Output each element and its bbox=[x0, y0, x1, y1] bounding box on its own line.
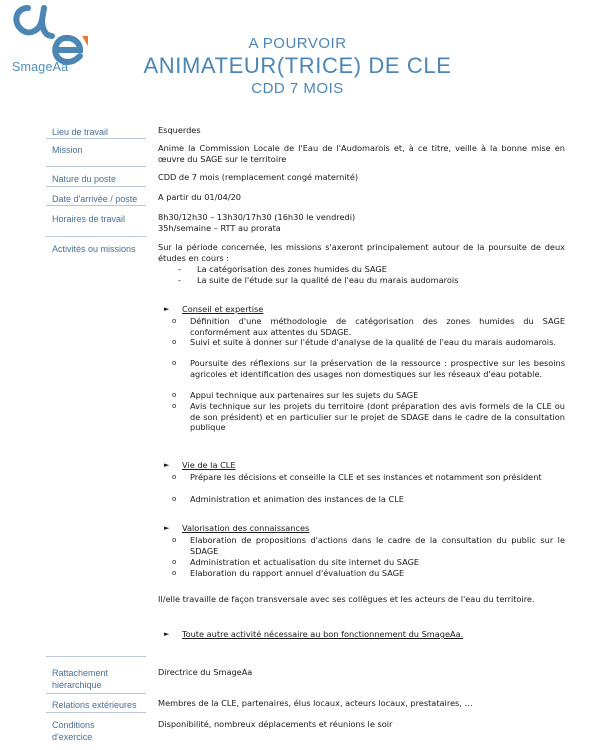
divider bbox=[46, 712, 146, 713]
divider bbox=[46, 236, 146, 237]
label-relations: Relations extérieures bbox=[52, 700, 137, 710]
circle-bullet-icon: o bbox=[172, 338, 177, 346]
section-item: Suivi et suite à donner sur l'étude d'analyse de la qualité de l'eau du marais audomarois. bbox=[190, 337, 556, 347]
arrow-bullet-icon: ► bbox=[164, 524, 170, 532]
dash-marker: - bbox=[178, 275, 181, 285]
arrow-bullet-icon: ► bbox=[164, 461, 170, 469]
section-item: Administration et actualisation du site internet du SAGE bbox=[190, 557, 420, 567]
circle-bullet-icon: o bbox=[172, 402, 177, 410]
value-nature: CDD de 7 mois (remplacement congé maternité) bbox=[158, 172, 359, 182]
circle-bullet-icon: o bbox=[172, 391, 177, 399]
value-lieu: Esquerdes bbox=[158, 125, 201, 135]
circle-bullet-icon: o bbox=[172, 359, 177, 367]
divider bbox=[46, 693, 146, 694]
value-horaires-2: 35h/semaine – RTT au prorata bbox=[158, 223, 281, 233]
section-item: Prépare les décisions et conseille la CLE et ses instances et notamment son président bbox=[190, 472, 542, 482]
circle-bullet-icon: o bbox=[172, 317, 177, 325]
circle-bullet-icon: o bbox=[172, 495, 177, 503]
label-date: Date d'arrivée / poste bbox=[52, 194, 138, 204]
label-mission: Mission bbox=[52, 145, 83, 155]
section-title: Conseil et expertise bbox=[182, 304, 264, 314]
value-rattachement: Directrice du SmageAa bbox=[158, 667, 253, 677]
value-conditions: Disponibilité, nombreux déplacements et réunions le soir bbox=[158, 719, 393, 729]
circle-bullet-icon: o bbox=[172, 536, 177, 544]
divider bbox=[46, 656, 146, 657]
transversal-text: Il/elle travaille de façon transversale avec ses collègues et les acteurs de l'eau du territoire. bbox=[158, 594, 535, 604]
value-relations: Membres de la CLE, partenaires, élus locaux, acteurs locaux, prestataires, … bbox=[158, 698, 473, 708]
dash-marker: - bbox=[178, 264, 181, 274]
section-item: Définition d'une méthodologie de catégorisation des zones humides du SAGE conformément aux attentes du SDAGE. bbox=[190, 316, 565, 337]
title-line-3: CDD 7 MOIS bbox=[251, 80, 344, 97]
label-activites: Activités ou missions bbox=[52, 244, 136, 254]
label-conditions-1: Conditions bbox=[52, 720, 95, 730]
label-conditions-2: d'exercice bbox=[52, 732, 93, 742]
section-title: Vie de la CLE bbox=[182, 460, 236, 470]
label-rattachement-2: hiérarchique bbox=[52, 680, 102, 690]
label-horaires: Horaires de travail bbox=[52, 214, 126, 224]
arrow-bullet-icon: ► bbox=[164, 305, 170, 313]
label-nature: Nature du poste bbox=[52, 174, 117, 184]
section-item: Avis technique sur les projets du territoire (dont préparation des avis formels de la CLE ou de son président) et en particulier sur le projet de SDAGE dans le cadre de la consultation publique bbox=[190, 401, 565, 432]
value-date: A partir du 01/04/20 bbox=[158, 192, 241, 202]
dash-item: La suite de l'étude sur la qualité de l'eau du marais audomarois bbox=[197, 275, 459, 285]
divider bbox=[46, 186, 146, 187]
section-item: Elaboration du rapport annuel d'évaluation du SAGE bbox=[190, 568, 405, 578]
divider bbox=[46, 138, 146, 139]
job-title: ANIMATEUR(TRICE) DE CLE bbox=[143, 53, 452, 78]
section-item: Poursuite des réflexions sur la préservation de la ressource : prospective sur les besoins agricoles et identification des usages non domestiques sur les réseaux d'eau potable. bbox=[190, 358, 565, 379]
section-item: Elaboration de propositions d'actions dans le cadre de la consultation du public sur le SDAGE bbox=[190, 535, 565, 556]
value-horaires-1: 8h30/12h30 – 13h30/17h30 (16h30 le vendredi) bbox=[158, 212, 356, 222]
title-line-1: A POURVOIR bbox=[248, 35, 347, 52]
dash-item: La catégorisation des zones humides du SAGE bbox=[197, 264, 387, 274]
section-title: Valorisation des connaissances bbox=[182, 523, 310, 533]
logo-text: SmageAa bbox=[12, 60, 69, 74]
value-mission: Anime la Commission Locale de l'Eau de l'Audomarois et, à ce titre, veille à la bonne mise en œuvre du SAGE sur le territoire bbox=[158, 143, 565, 164]
divider bbox=[46, 166, 146, 167]
label-lieu: Lieu de travail bbox=[52, 127, 109, 137]
circle-bullet-icon: o bbox=[172, 473, 177, 481]
section-item: Administration et animation des instances de la CLE bbox=[190, 494, 404, 504]
circle-bullet-icon: o bbox=[172, 558, 177, 566]
arrow-bullet-icon: ► bbox=[164, 630, 170, 638]
other-activity: Toute autre activité nécessaire au bon fonctionnement du SmageAa. bbox=[182, 629, 464, 639]
circle-bullet-icon: o bbox=[172, 569, 177, 577]
activites-intro: Sur la période concernée, les missions s'axeront principalement autour de la poursuite de deux études en cours : bbox=[158, 242, 565, 263]
label-rattachement-1: Rattachement bbox=[52, 668, 109, 678]
section-item: Appui technique aux partenaires sur les sujets du SAGE bbox=[190, 390, 419, 400]
divider bbox=[46, 205, 146, 206]
